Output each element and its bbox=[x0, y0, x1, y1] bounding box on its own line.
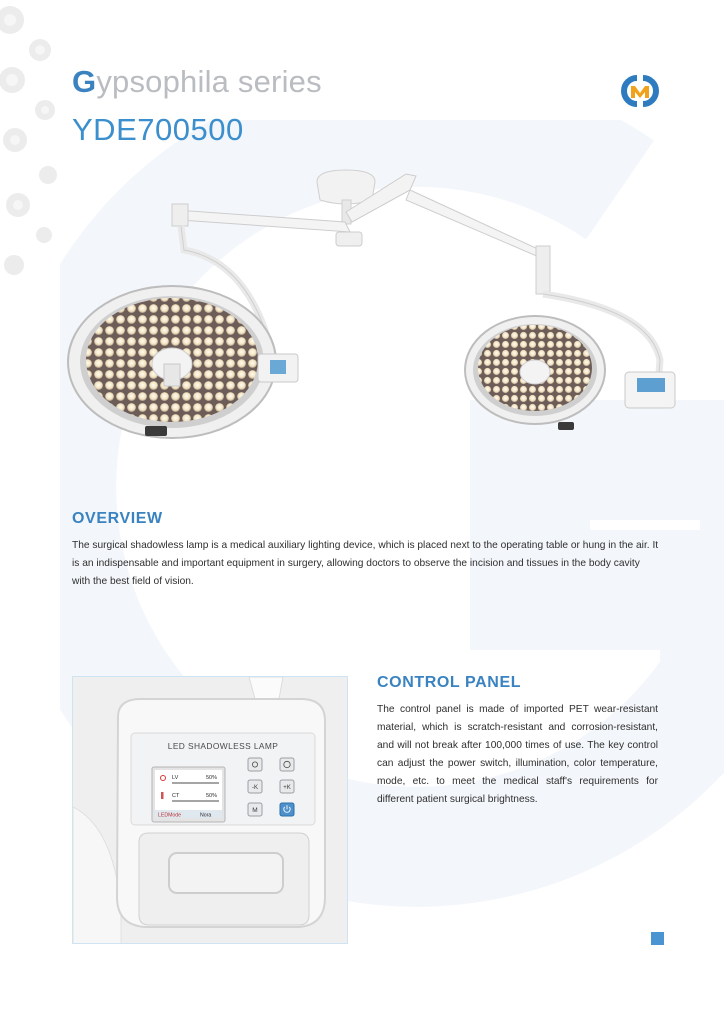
model-number: YDE700500 bbox=[72, 112, 244, 147]
corner-accent-square bbox=[651, 932, 664, 945]
control-panel-heading: CONTROL PANEL bbox=[377, 674, 522, 691]
key-plus-k: +K bbox=[283, 785, 291, 791]
key-mode: M bbox=[252, 807, 258, 814]
control-panel-paragraph: The control panel is made of imported PET wear-resistant material, which is scratch-resistant and corrosion-resistant, and will not break after 100,000 times of use. The key control can adjust the power switch, illumination, color temperature, mode, etc. to meet the medical staff's requirements for different patient surgical brightness. bbox=[377, 704, 658, 805]
screen-ct-value: 50% bbox=[205, 793, 217, 799]
series-title-initial: G bbox=[72, 64, 97, 99]
series-title bbox=[72, 64, 322, 100]
screen-lv-value: 50% bbox=[205, 775, 217, 781]
surgical-lamp-image bbox=[60, 160, 680, 460]
dim-button bbox=[248, 758, 262, 771]
overview-paragraph: The surgical shadowless lamp is a medical auxiliary lighting device, which is placed next to the operating table or hung in the air. It is an indispensable and important equipment in surgery, allowing doctors to observe the incision and tissues in the body cavity with the best field of vision. bbox=[72, 540, 659, 587]
key-minus-k: -K bbox=[252, 785, 258, 791]
brand-logo-icon bbox=[620, 74, 660, 108]
control-panel-device bbox=[73, 677, 348, 944]
screen-ct-label: CT bbox=[172, 793, 180, 799]
control-panel-image bbox=[72, 676, 348, 944]
power-button bbox=[280, 803, 294, 816]
device-label-text: LED SHADOWLESS LAMP bbox=[167, 741, 279, 751]
series-title-rest: ypsophila series bbox=[96, 64, 322, 99]
screen-lv-label: LV bbox=[172, 775, 179, 781]
overview-heading: OVERVIEW bbox=[72, 510, 163, 527]
screen-mode-value: Nora bbox=[200, 812, 212, 819]
screen-mode-label: LEDMode bbox=[158, 812, 182, 819]
brighten-button bbox=[280, 758, 294, 771]
